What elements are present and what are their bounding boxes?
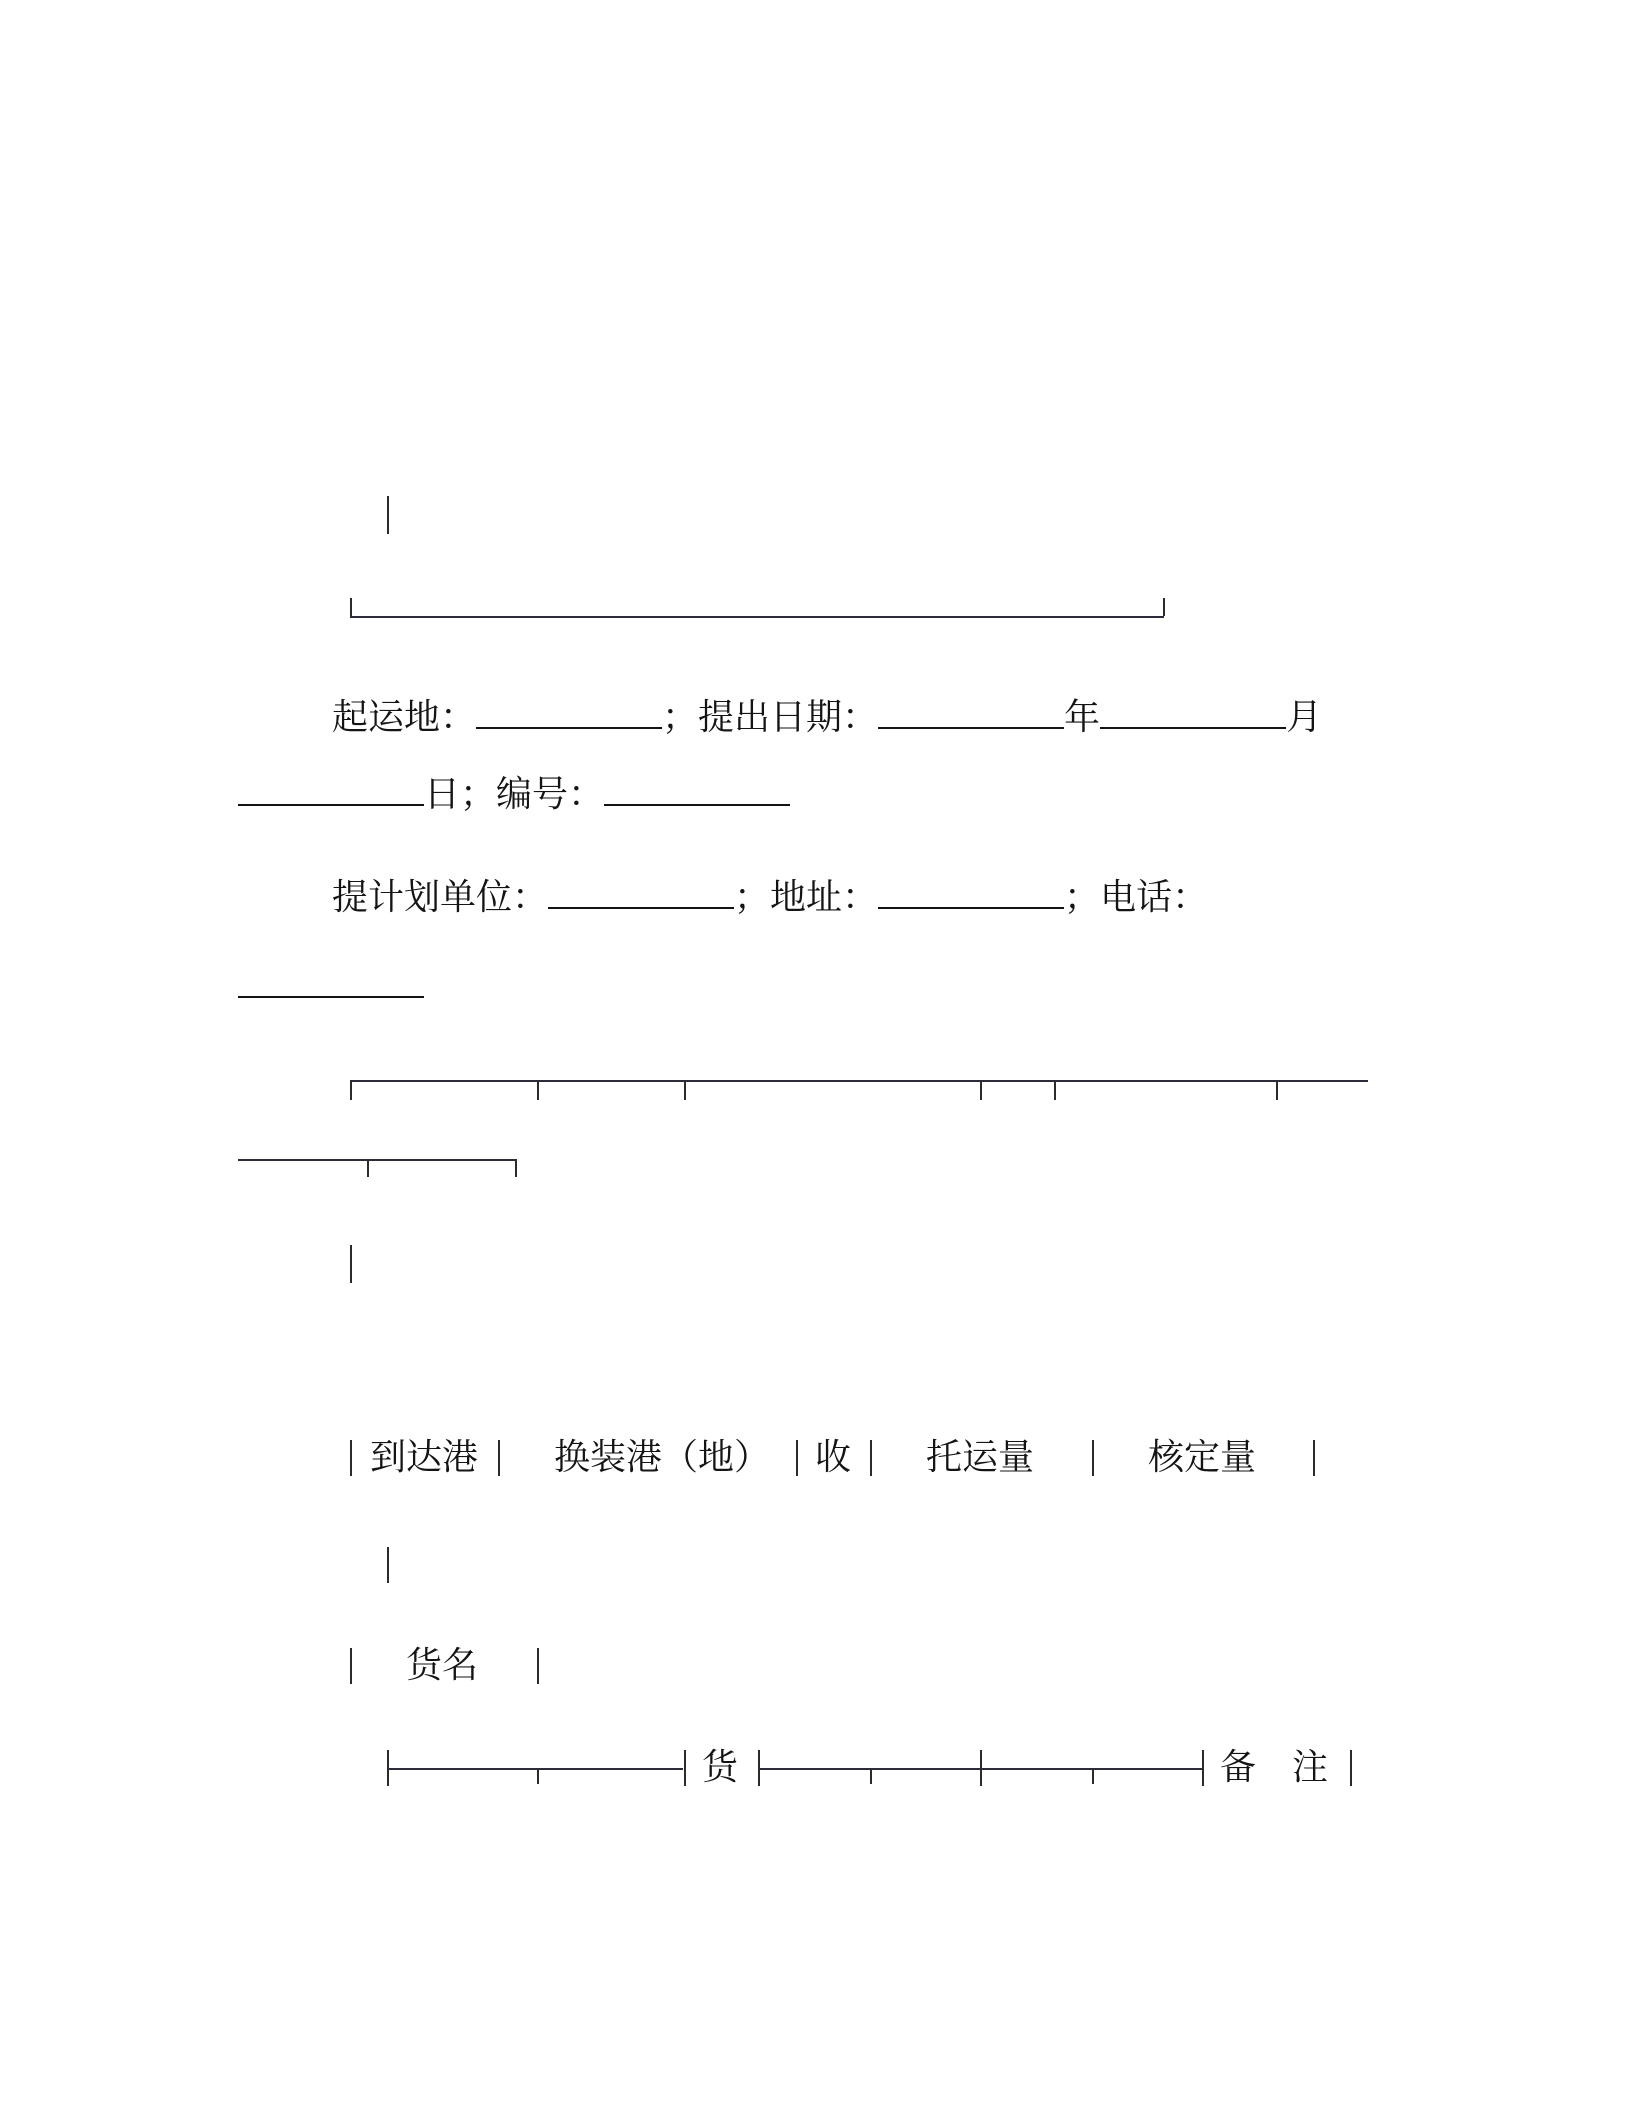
month-blank[interactable] <box>1100 693 1286 729</box>
cell-divider <box>684 1750 686 1786</box>
table-border-bottom <box>350 616 1164 618</box>
header-remarks: 备 注 <box>1220 1747 1329 1788</box>
cell-divider <box>1092 1440 1094 1476</box>
cell-divider <box>1313 1440 1315 1476</box>
address-label: 地址： <box>770 877 879 918</box>
header-approved-qty: 核定量 <box>1148 1437 1257 1478</box>
header-cargo-name: 货名 <box>406 1645 479 1686</box>
table-tick <box>1276 1080 1278 1100</box>
header-transfer-port: 换装港（地） <box>554 1437 771 1478</box>
header-arrival-port: 到达港 <box>370 1437 479 1478</box>
row-line <box>387 1768 683 1770</box>
month-label: 月 <box>1286 697 1323 738</box>
table-border-top <box>350 1080 1368 1082</box>
table-tick <box>980 1080 982 1100</box>
number-label: 编号： <box>496 774 605 815</box>
table-tick <box>537 1080 539 1100</box>
number-blank[interactable] <box>604 770 790 806</box>
table-tick <box>350 1080 352 1100</box>
day-label: 日； <box>424 774 497 815</box>
table-border-vertical <box>350 1245 352 1283</box>
table-tick <box>537 1768 539 1784</box>
year-blank[interactable] <box>878 693 1064 729</box>
table-border-top-continued <box>238 1159 516 1161</box>
form-line-day-number <box>238 770 790 817</box>
form-line-unit-address-phone <box>332 873 1208 920</box>
address-blank[interactable] <box>878 873 1064 909</box>
table-tick <box>870 1768 872 1784</box>
unit-label: 提计划单位： <box>332 877 549 918</box>
cell-divider <box>1202 1750 1204 1786</box>
cell-divider <box>498 1440 500 1476</box>
table-tick <box>684 1080 686 1100</box>
cell-divider <box>537 1648 539 1684</box>
separator: ； <box>734 877 771 918</box>
origin-blank[interactable] <box>476 693 662 729</box>
header-receive: 收 <box>815 1437 852 1478</box>
phone-blank[interactable] <box>238 962 424 998</box>
separator: ； <box>1064 877 1101 918</box>
separator: ； <box>662 697 699 738</box>
table-corner-right <box>1163 598 1165 616</box>
table-tick <box>367 1159 369 1177</box>
table-tick <box>515 1159 517 1177</box>
table-border-vertical <box>387 496 389 534</box>
table-tick <box>1054 1080 1056 1100</box>
cell-divider <box>350 1648 352 1684</box>
form-line-origin-date <box>332 693 1322 740</box>
table-tick <box>980 1750 982 1786</box>
year-label: 年 <box>1064 697 1101 738</box>
date-label: 提出日期： <box>698 697 879 738</box>
origin-label: 起运地： <box>332 697 477 738</box>
header-consigned-qty: 托运量 <box>926 1437 1035 1478</box>
cell-divider <box>796 1440 798 1476</box>
day-blank[interactable] <box>238 770 424 806</box>
cell-divider <box>350 1440 352 1476</box>
table-border-vertical <box>387 1547 389 1583</box>
table-tick <box>1092 1768 1094 1784</box>
header-cargo: 货 <box>702 1747 739 1788</box>
unit-blank[interactable] <box>548 873 734 909</box>
phone-label: 电话： <box>1100 877 1209 918</box>
table-corner-left <box>350 598 352 616</box>
cell-divider <box>1350 1750 1352 1786</box>
cell-divider <box>870 1440 872 1476</box>
